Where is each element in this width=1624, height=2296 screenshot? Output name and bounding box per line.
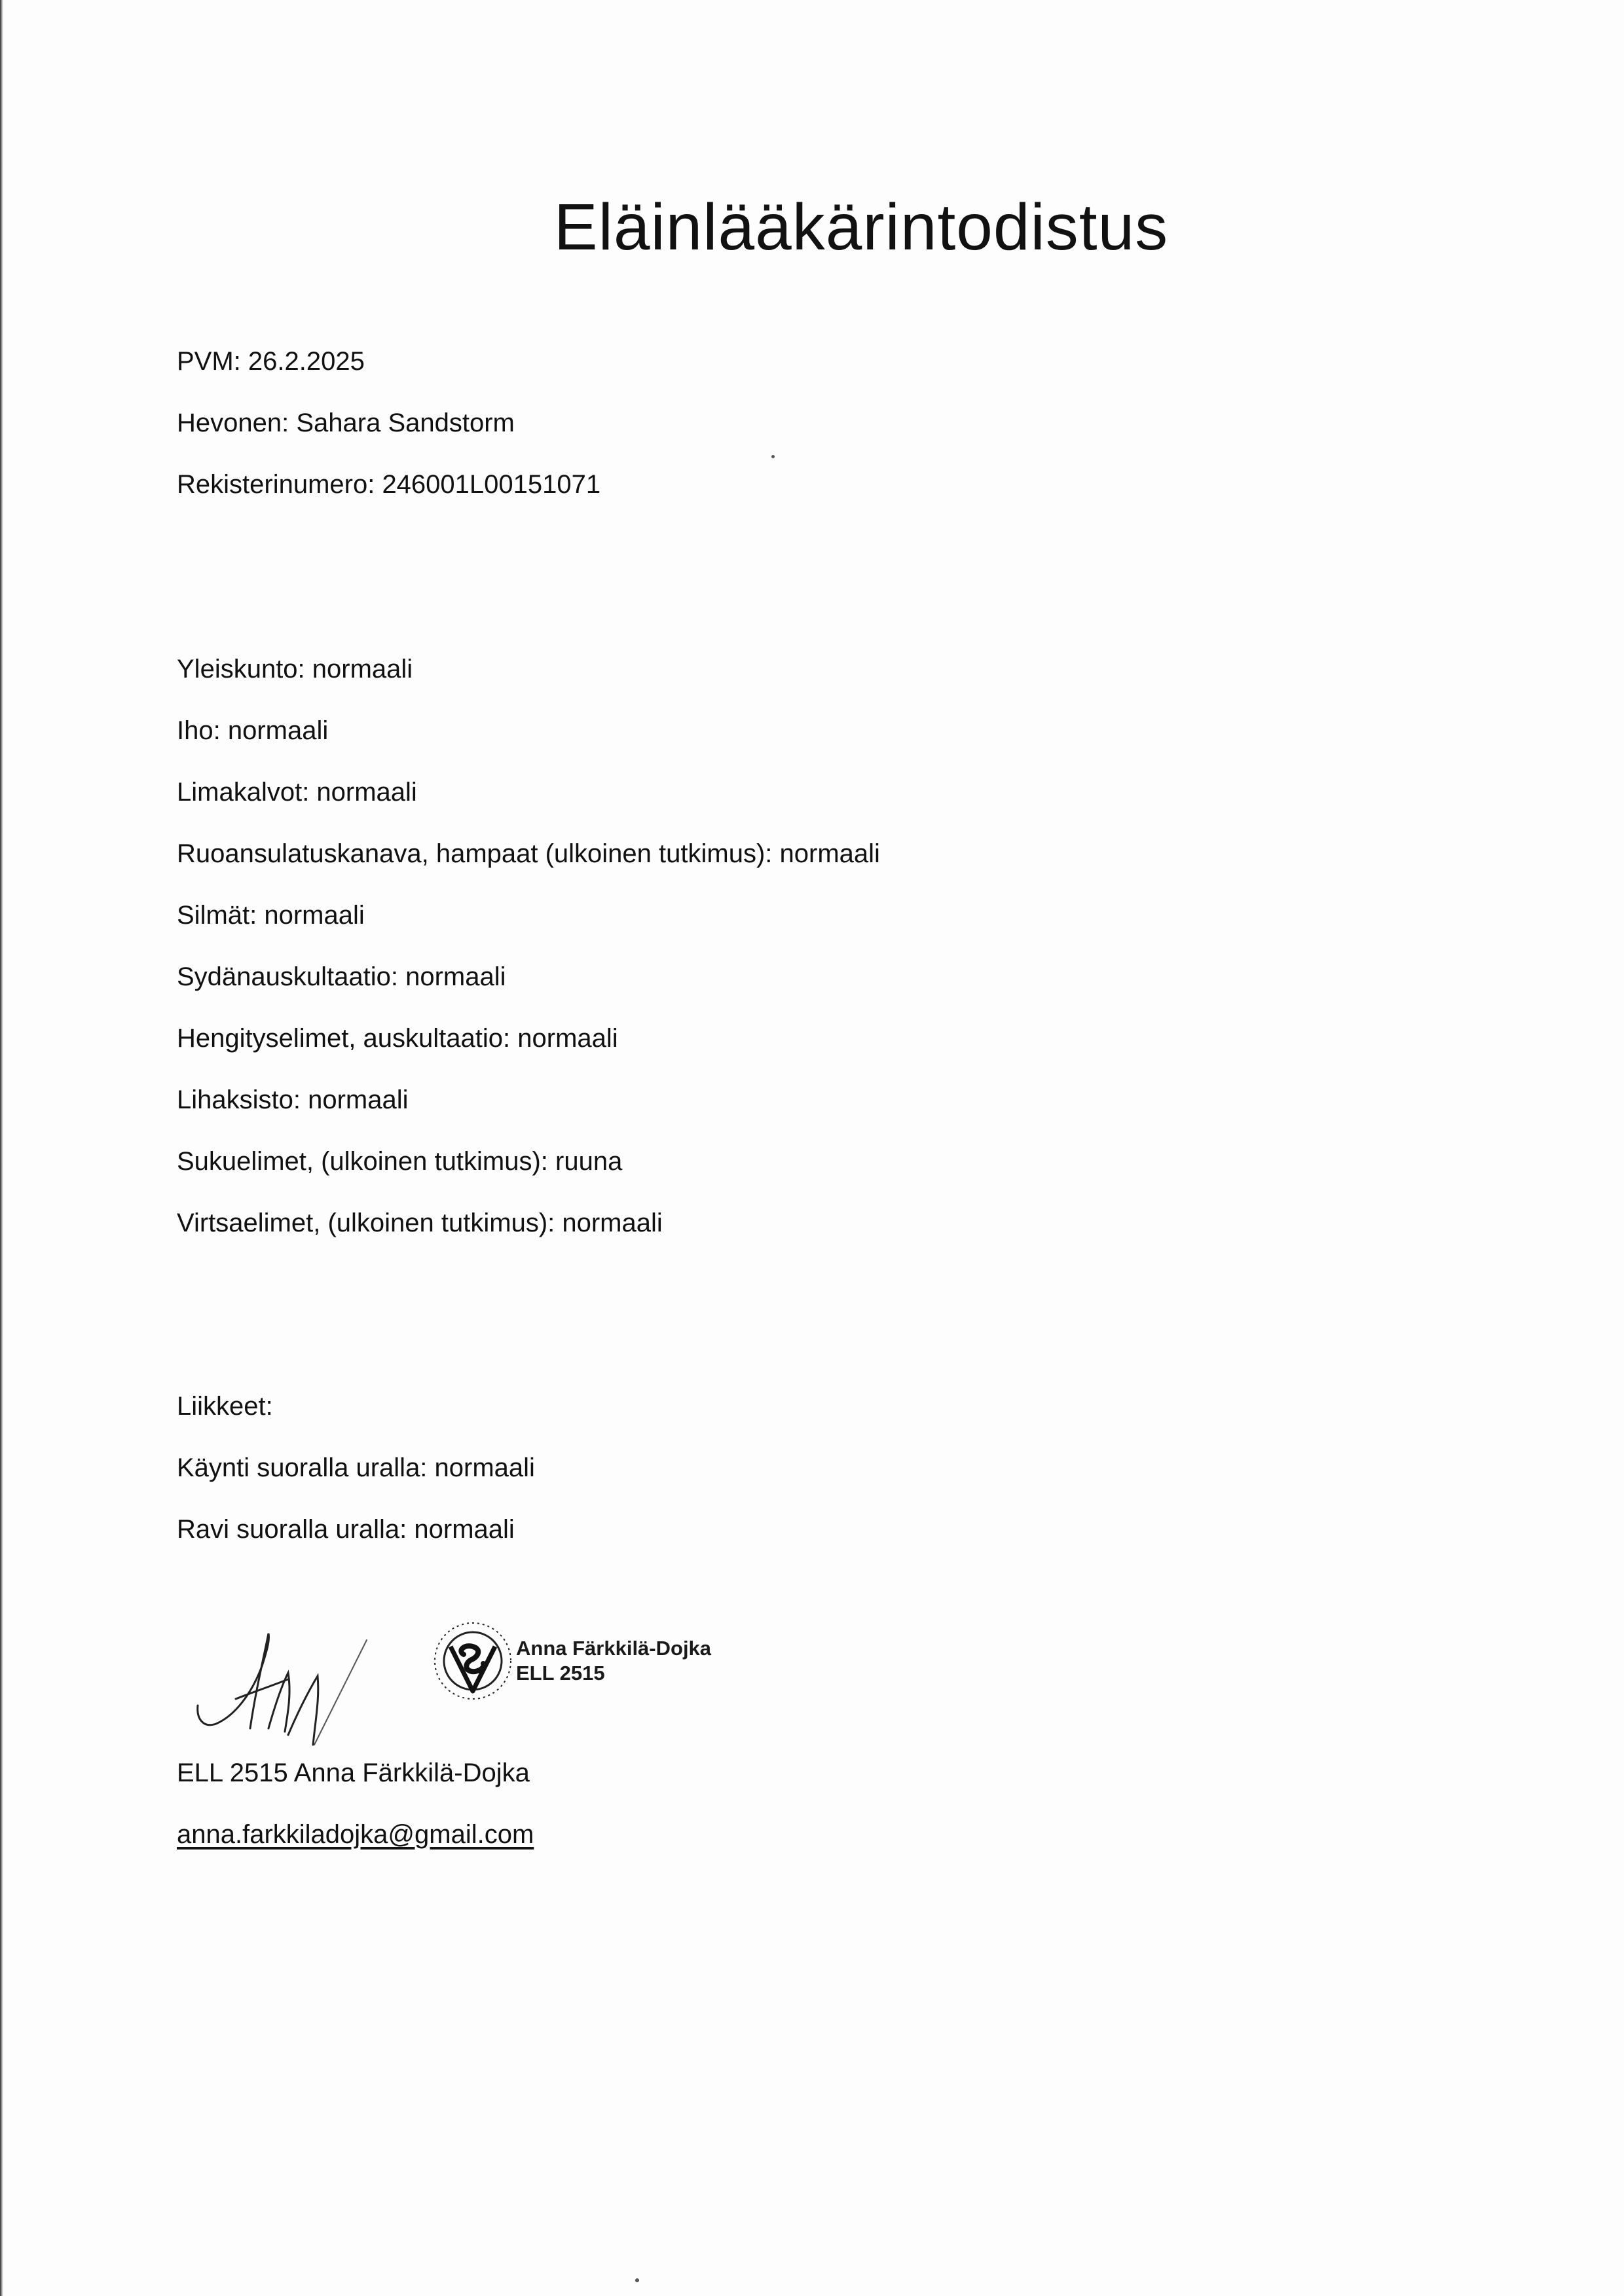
finding-muscles: Lihaksisto: normaali — [177, 1085, 409, 1114]
finding-mucous-membranes: Limakalvot: normaali — [177, 778, 417, 807]
veterinary-stamp-logo — [426, 1614, 524, 1705]
stamp-code: ELL 2515 — [516, 1662, 605, 1685]
handwritten-signature — [190, 1614, 386, 1758]
movement-trot: Ravi suoralla uralla: normaali — [177, 1515, 515, 1544]
stamp-name: Anna Färkkilä-Dojka — [516, 1637, 712, 1660]
finding-genitals: Sukuelimet, (ulkoinen tutkimus): ruuna — [177, 1147, 623, 1176]
finding-digestive-teeth: Ruoansulatuskanava, hampaat (ulkoinen tutkimus): normaali — [177, 839, 880, 868]
movement-walk: Käynti suoralla uralla: normaali — [177, 1453, 535, 1482]
finding-heart: Sydänauskultaatio: normaali — [177, 962, 506, 991]
document-title: Eläinlääkärintodistus — [553, 191, 1169, 264]
movements-heading: Liikkeet: — [177, 1392, 273, 1421]
date-field: PVM: 26.2.2025 — [177, 347, 365, 376]
horse-name-field: Hevonen: Sahara Sandstorm — [177, 409, 515, 437]
finding-skin: Iho: normaali — [177, 716, 329, 745]
scan-speck — [635, 2278, 639, 2282]
finding-urinary: Virtsaelimet, (ulkoinen tutkimus): normaali — [177, 1209, 663, 1237]
scan-speck — [771, 455, 775, 458]
signer-name: ELL 2515 Anna Färkkilä-Dojka — [177, 1758, 530, 1787]
registration-number-field: Rekisterinumero: 246001L00151071 — [177, 470, 601, 499]
email-link[interactable]: anna.farkkiladojka@gmail.com — [177, 1820, 534, 1849]
finding-general-condition: Yleiskunto: normaali — [177, 655, 413, 683]
scan-edge — [0, 0, 3, 2296]
finding-respiratory: Hengityselimet, auskultaatio: normaali — [177, 1024, 618, 1053]
finding-eyes: Silmät: normaali — [177, 901, 365, 930]
